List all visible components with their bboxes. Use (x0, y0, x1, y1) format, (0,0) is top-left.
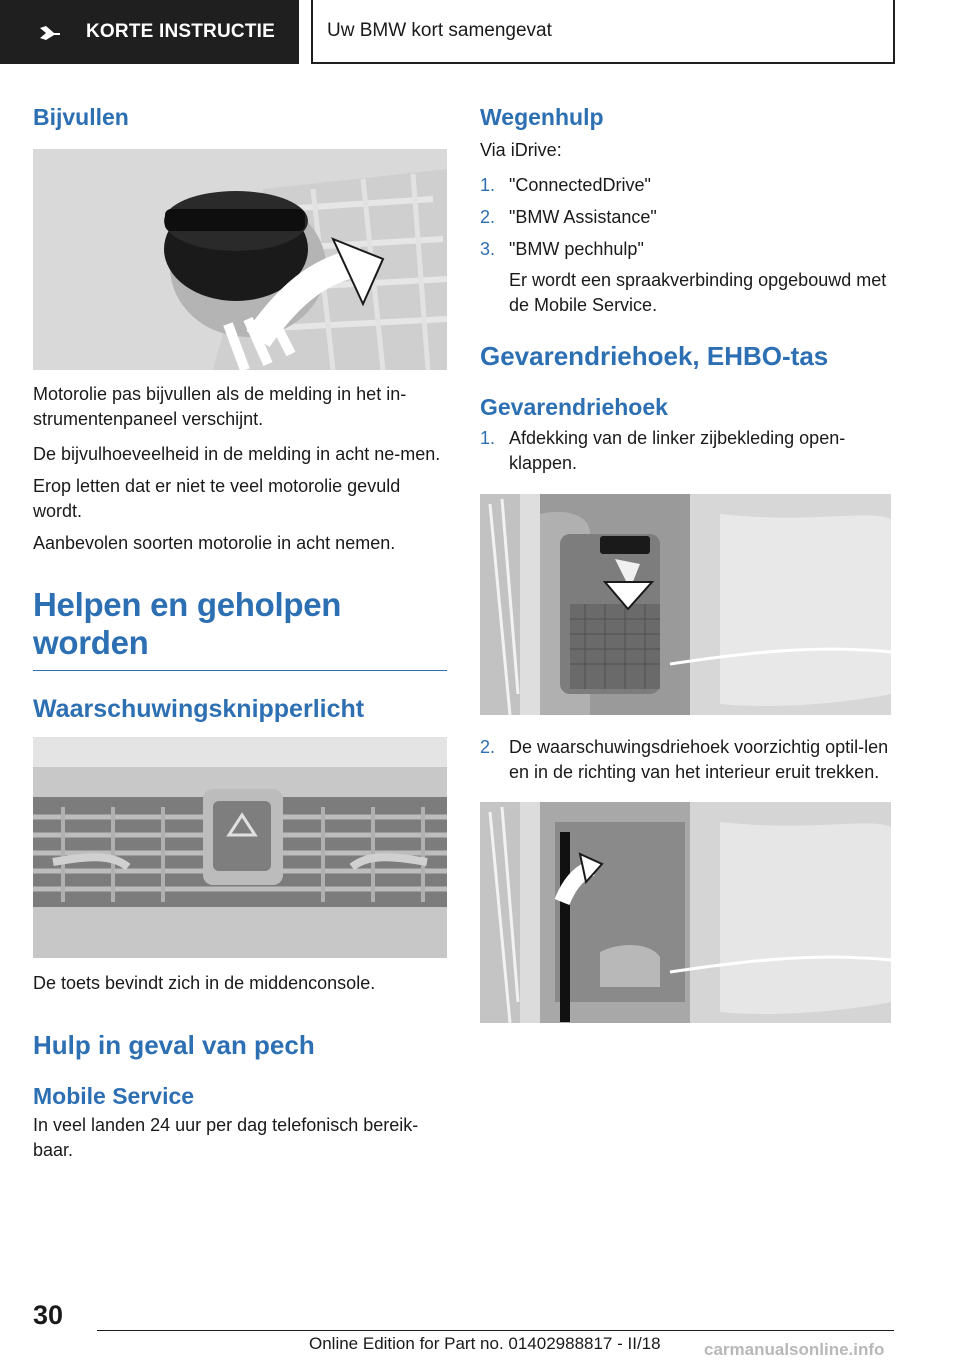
page-number: 30 (33, 1300, 64, 1330)
section-tab[interactable] (0, 0, 299, 64)
watermark: carmanualsonline.info (704, 1340, 885, 1359)
bijvullen-text-4: Aanbevolen soorten motorolie in acht nemen. (33, 533, 396, 553)
gevarendriehoek-step-2 (480, 735, 891, 785)
heading-bijvullen: Bijvullen (33, 104, 129, 130)
gevarendriehoek-step-1 (480, 426, 891, 476)
left-column (33, 100, 447, 1163)
warning-triangle-image (480, 802, 891, 1023)
helpen-heading-block (33, 586, 447, 671)
right-column (480, 100, 891, 1023)
list-item: 1. Afdekking van de linker zijbekleding open-klappen. (480, 428, 846, 473)
wegenhulp-intro: Via iDrive: (480, 140, 562, 160)
list-item: 2. "BMW Assistance" (480, 207, 657, 227)
pushpin-icon (40, 26, 60, 40)
wegenhulp-steps (480, 173, 891, 318)
list-item: 1. "ConnectedDrive" (480, 175, 651, 195)
hazard-button-image (33, 737, 447, 958)
heading-gevarendriehoek: Gevarendriehoek (480, 394, 668, 420)
mobile-service-text: In veel landen 24 uur per dag telefonisch bereik-baar. (33, 1115, 419, 1160)
heading-gevarendriehoek-ehbo: Gevarendriehoek, EHBO-tas (480, 341, 829, 371)
list-item: 2. De waarschuwingsdriehoek voorzichtig optil-len en in de richting van het interieur eruit trekken. (480, 737, 889, 782)
footer-edition: Online Edition for Part no. 01402988817 - II/18 (309, 1334, 661, 1353)
wegenhulp-note: Er wordt een spraakverbinding opgebouwd met de Mobile Service. (509, 270, 887, 315)
footer-divider (97, 1330, 894, 1331)
heading-mobile-service: Mobile Service (33, 1083, 195, 1109)
bijvullen-text-1: Motorolie pas bijvullen als de melding in het in-strumentenpaneel verschijnt. (33, 384, 407, 429)
heading-helpen: Helpen en geholpen worden (33, 586, 342, 661)
bijvullen-text-2: De bijvulhoeveelheid in de melding in acht ne-men. (33, 444, 441, 464)
heading-wegenhulp: Wegenhulp (480, 104, 604, 130)
side-trim-image (480, 494, 891, 715)
section-title-box (311, 0, 895, 64)
section-title: Uw BMW kort samengevat (327, 20, 552, 41)
heading-hulp-pech: Hulp in geval van pech (33, 1030, 315, 1060)
bijvullen-text-3: Erop letten dat er niet te veel motorolie gevuld wordt. (33, 476, 401, 521)
list-item: 3. "BMW pechhulp" Er wordt een spraakverbinding opgebouwd met de Mobile Service. (480, 237, 891, 318)
section-tab-label: KORTE INSTRUCTIE (86, 21, 275, 42)
heading-waarschuwingsknipperlicht: Waarschuwingsknipperlicht (33, 695, 365, 723)
oil-cap-image (33, 149, 447, 370)
hazard-caption: De toets bevindt zich in de middenconsole. (33, 973, 376, 993)
